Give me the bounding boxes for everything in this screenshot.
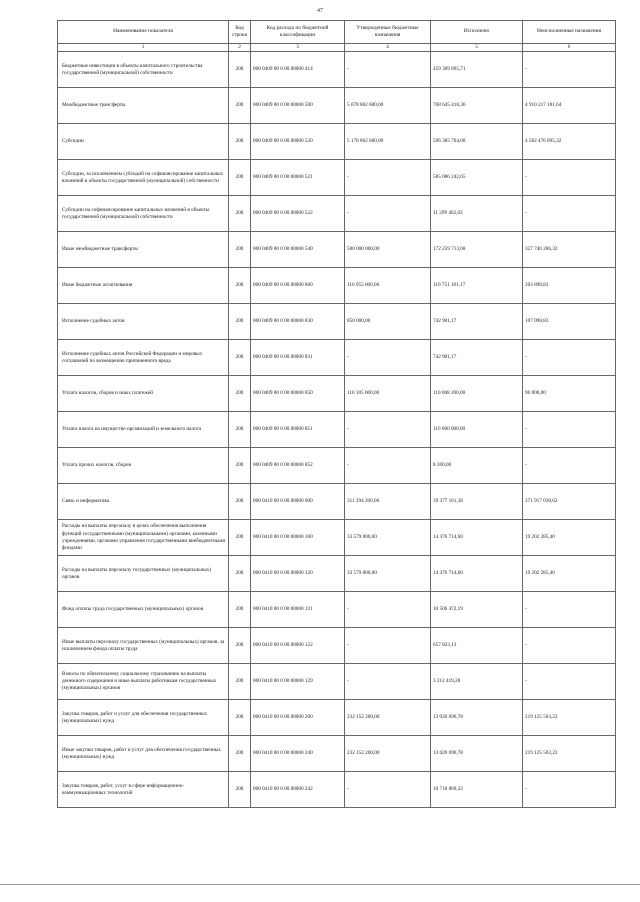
unexecuted-amount-cell: -	[523, 340, 616, 376]
line-code-cell: 200	[229, 700, 251, 736]
indicator-name-cell: Исполнение судебных актов	[58, 304, 229, 340]
column-number-row	[58, 44, 616, 52]
unexecuted-amount-cell: -	[523, 52, 616, 88]
table-row	[58, 772, 616, 808]
approved-amount-cell: -	[345, 448, 431, 484]
column-number: 6	[523, 44, 616, 52]
line-code-cell: 200	[229, 124, 251, 160]
executed-amount-cell: 14 376 714,60	[431, 520, 523, 556]
indicator-name-cell: Иные выплаты персоналу государственных (муниципальных) органов, за исключением фонда оплаты труда	[58, 628, 229, 664]
indicator-name-cell: Закупка товаров, работ, услуг в сфере информационно-коммуникационных технологий	[58, 772, 229, 808]
indicator-name-cell: Иные закупки товаров, работ и услуг для обеспечения государственных (муниципальных) нужд	[58, 736, 229, 772]
expense-code-cell: 000 0410 00 0 00 00000 000	[251, 484, 345, 520]
executed-amount-cell: 13 026 696,78	[431, 700, 523, 736]
unexecuted-amount-cell: 219 125 503,22	[523, 700, 616, 736]
table-row	[58, 592, 616, 628]
header-expense-code: Код расхода по бюджетной классификации	[251, 21, 345, 44]
table-row	[58, 736, 616, 772]
unexecuted-amount-cell: 19 202 285,40	[523, 520, 616, 556]
executed-amount-cell: 11 299 462,03	[431, 196, 523, 232]
unexecuted-amount-cell: -	[523, 412, 616, 448]
indicator-name-cell: Закупка товаров, работ и услуг для обеспечения государственных (муниципальных) нужд	[58, 700, 229, 736]
executed-amount-cell: 13 026 696,78	[431, 736, 523, 772]
approved-amount-cell: 33 579 000,00	[345, 556, 431, 592]
unexecuted-amount-cell: 203 898,83	[523, 268, 616, 304]
unexecuted-amount-cell: -	[523, 628, 616, 664]
approved-amount-cell: 110 955 000,00	[345, 268, 431, 304]
executed-amount-cell: 585 086 242,65	[431, 160, 523, 196]
header-line-code: Код строки	[229, 21, 251, 44]
executed-amount-cell: 657 823,13	[431, 628, 523, 664]
table-row	[58, 520, 616, 556]
line-code-cell: 200	[229, 52, 251, 88]
executed-amount-cell: 742 901,17	[431, 304, 523, 340]
expense-code-cell: 000 0409 00 0 00 00000 831	[251, 340, 345, 376]
approved-amount-cell: -	[345, 412, 431, 448]
executed-amount-cell: 768 645 418,36	[431, 88, 523, 124]
expense-code-cell: 000 0409 00 0 00 00000 852	[251, 448, 345, 484]
expense-code-cell: 000 0410 00 0 00 00000 100	[251, 520, 345, 556]
executed-amount-cell: 172 259 713,68	[431, 232, 523, 268]
unexecuted-amount-cell: -	[523, 448, 616, 484]
indicator-name-cell: Бюджетные инвестиции в объекты капитального строительства государственной (муниципальной) собственности	[58, 52, 229, 88]
expense-code-cell: 000 0409 00 0 00 00000 540	[251, 232, 345, 268]
unexecuted-amount-cell: -	[523, 160, 616, 196]
table-row	[58, 628, 616, 664]
approved-amount-cell: -	[345, 628, 431, 664]
executed-amount-cell: 8 200,00	[431, 448, 523, 484]
executed-amount-cell: 10 718 869,32	[431, 772, 523, 808]
page-bottom-divider	[0, 884, 640, 885]
line-code-cell: 200	[229, 592, 251, 628]
unexecuted-amount-cell: -	[523, 664, 616, 700]
column-number: 2	[229, 44, 251, 52]
line-code-cell: 200	[229, 412, 251, 448]
header-executed: Исполнено	[431, 21, 523, 44]
expense-code-cell: 000 0410 00 0 00 00000 129	[251, 664, 345, 700]
expense-code-cell: 000 0409 00 0 00 00000 522	[251, 196, 345, 232]
executed-amount-cell: 110 008 200,00	[431, 376, 523, 412]
table-row	[58, 52, 616, 88]
line-code-cell: 200	[229, 556, 251, 592]
table-row	[58, 448, 616, 484]
line-code-cell: 200	[229, 376, 251, 412]
expense-code-cell: 000 0409 00 0 00 00000 500	[251, 88, 345, 124]
approved-amount-cell: 850 000,00	[345, 304, 431, 340]
expense-code-cell: 000 0410 00 0 00 00000 242	[251, 772, 345, 808]
table-row	[58, 160, 616, 196]
table-row	[58, 556, 616, 592]
indicator-name-cell: Исполнение судебных актов Российской Федерации и мировых соглашений по возмещению причиненного вреда	[58, 340, 229, 376]
approved-amount-cell: 5 178 862 600,00	[345, 124, 431, 160]
expense-code-cell: 000 0410 00 0 00 00000 121	[251, 592, 345, 628]
approved-amount-cell: -	[345, 592, 431, 628]
line-code-cell: 200	[229, 484, 251, 520]
expense-code-cell: 000 0409 00 0 00 00000 414	[251, 52, 345, 88]
executed-amount-cell: 596 385 704,68	[431, 124, 523, 160]
line-code-cell: 200	[229, 160, 251, 196]
indicator-name-cell: Фонд оплаты труда государственных (муниципальных) органов	[58, 592, 229, 628]
unexecuted-amount-cell: 219 125 503,22	[523, 736, 616, 772]
indicator-name-cell: Уплата прочих налогов, сборов	[58, 448, 229, 484]
unexecuted-amount-cell: -	[523, 196, 616, 232]
header-indicator-name: Наименование показателя	[58, 21, 229, 44]
expense-code-cell: 000 0410 00 0 00 00000 120	[251, 556, 345, 592]
approved-amount-cell: -	[345, 340, 431, 376]
table-row	[58, 268, 616, 304]
table-row	[58, 484, 616, 520]
line-code-cell: 200	[229, 340, 251, 376]
approved-amount-cell: 232 152 200,00	[345, 736, 431, 772]
executed-amount-cell: 14 376 714,60	[431, 556, 523, 592]
expense-code-cell: 000 0410 00 0 00 00000 122	[251, 628, 345, 664]
approved-amount-cell: -	[345, 664, 431, 700]
indicator-name-cell: Связь и информатика	[58, 484, 229, 520]
indicator-name-cell: Субсидии на софинансирование капитальных вложений в объекты государственной (муниципальной) собственности	[58, 196, 229, 232]
table-row	[58, 412, 616, 448]
unexecuted-amount-cell: 4 582 476 895,32	[523, 124, 616, 160]
page-number: 47	[317, 8, 323, 14]
table-row	[58, 124, 616, 160]
unexecuted-amount-cell: -	[523, 592, 616, 628]
budget-execution-table	[57, 20, 616, 808]
approved-amount-cell: 311 294 200,00	[345, 484, 431, 520]
line-code-cell: 200	[229, 628, 251, 664]
executed-amount-cell: 39 377 161,38	[431, 484, 523, 520]
approved-amount-cell: 232 152 200,00	[345, 700, 431, 736]
column-number: 5	[431, 44, 523, 52]
indicator-name-cell: Субсидии	[58, 124, 229, 160]
approved-amount-cell: 5 678 862 600,00	[345, 88, 431, 124]
unexecuted-amount-cell: -	[523, 772, 616, 808]
expense-code-cell: 000 0409 00 0 00 00000 851	[251, 412, 345, 448]
unexecuted-amount-cell: 107 098,83	[523, 304, 616, 340]
unexecuted-amount-cell: 327 740 286,32	[523, 232, 616, 268]
executed-amount-cell: 110 000 000,00	[431, 412, 523, 448]
indicator-name-cell: Иные бюджетные ассигнования	[58, 268, 229, 304]
line-code-cell: 200	[229, 520, 251, 556]
line-code-cell: 200	[229, 232, 251, 268]
line-code-cell: 200	[229, 268, 251, 304]
executed-amount-cell: 10 506 472,19	[431, 592, 523, 628]
table-row	[58, 664, 616, 700]
table-row	[58, 700, 616, 736]
unexecuted-amount-cell: 96 800,00	[523, 376, 616, 412]
table-row	[58, 88, 616, 124]
line-code-cell: 200	[229, 664, 251, 700]
expense-code-cell: 000 0409 00 0 00 00000 520	[251, 124, 345, 160]
line-code-cell: 200	[229, 88, 251, 124]
indicator-name-cell: Взносы по обязательному социальному страхованию на выплаты денежного содержания и иные выплаты работникам государственных (муниципальных) органов	[58, 664, 229, 700]
approved-amount-cell: -	[345, 196, 431, 232]
table-row	[58, 232, 616, 268]
header-approved: Утвержденные бюджетные назначения	[345, 21, 431, 44]
unexecuted-amount-cell: 4 910 217 181,64	[523, 88, 616, 124]
table-row	[58, 304, 616, 340]
header-unexecuted: Неисполненные назначения	[523, 21, 616, 44]
unexecuted-amount-cell: 271 917 038,62	[523, 484, 616, 520]
indicator-name-cell: Уплата налога на имущество организаций и земельного налога	[58, 412, 229, 448]
line-code-cell: 200	[229, 448, 251, 484]
line-code-cell: 200	[229, 196, 251, 232]
expense-code-cell: 000 0409 00 0 00 00000 830	[251, 304, 345, 340]
line-code-cell: 200	[229, 736, 251, 772]
approved-amount-cell: -	[345, 52, 431, 88]
expense-code-cell: 000 0409 00 0 00 00000 800	[251, 268, 345, 304]
table-row	[58, 340, 616, 376]
expense-code-cell: 000 0410 00 0 00 00000 240	[251, 736, 345, 772]
line-code-cell: 200	[229, 304, 251, 340]
indicator-name-cell: Иные межбюджетные трансферты	[58, 232, 229, 268]
executed-amount-cell: 110 751 101,17	[431, 268, 523, 304]
approved-amount-cell: 110 105 000,00	[345, 376, 431, 412]
line-code-cell: 200	[229, 772, 251, 808]
indicator-name-cell: Расходы на выплаты персоналу государственных (муниципальных) органов	[58, 556, 229, 592]
indicator-name-cell: Межбюджетные трансферты	[58, 88, 229, 124]
executed-amount-cell: 459 309 895,71	[431, 52, 523, 88]
approved-amount-cell: -	[345, 772, 431, 808]
column-number: 4	[345, 44, 431, 52]
approved-amount-cell: -	[345, 160, 431, 196]
table-row	[58, 376, 616, 412]
indicator-name-cell: Субсидии, за исключением субсидий на софинансирование капитальных вложений в объекты государственной (муниципальной) собственности	[58, 160, 229, 196]
approved-amount-cell: 33 579 000,00	[345, 520, 431, 556]
executed-amount-cell: 3 212 419,28	[431, 664, 523, 700]
executed-amount-cell: 742 901,17	[431, 340, 523, 376]
expense-code-cell: 000 0410 00 0 00 00000 200	[251, 700, 345, 736]
column-number: 3	[251, 44, 345, 52]
indicator-name-cell: Уплата налогов, сборов и иных платежей	[58, 376, 229, 412]
column-number: 1	[58, 44, 229, 52]
indicator-name-cell: Расходы на выплаты персоналу в целях обеспечения выполнения функций государственными (муниципальными) органами, казенными учреждениями, органами управления государственными внебюджетными фондами	[58, 520, 229, 556]
expense-code-cell: 000 0409 00 0 00 00000 850	[251, 376, 345, 412]
unexecuted-amount-cell: 19 202 285,40	[523, 556, 616, 592]
expense-code-cell: 000 0409 00 0 00 00000 521	[251, 160, 345, 196]
approved-amount-cell: 500 000 000,00	[345, 232, 431, 268]
table-row	[58, 196, 616, 232]
